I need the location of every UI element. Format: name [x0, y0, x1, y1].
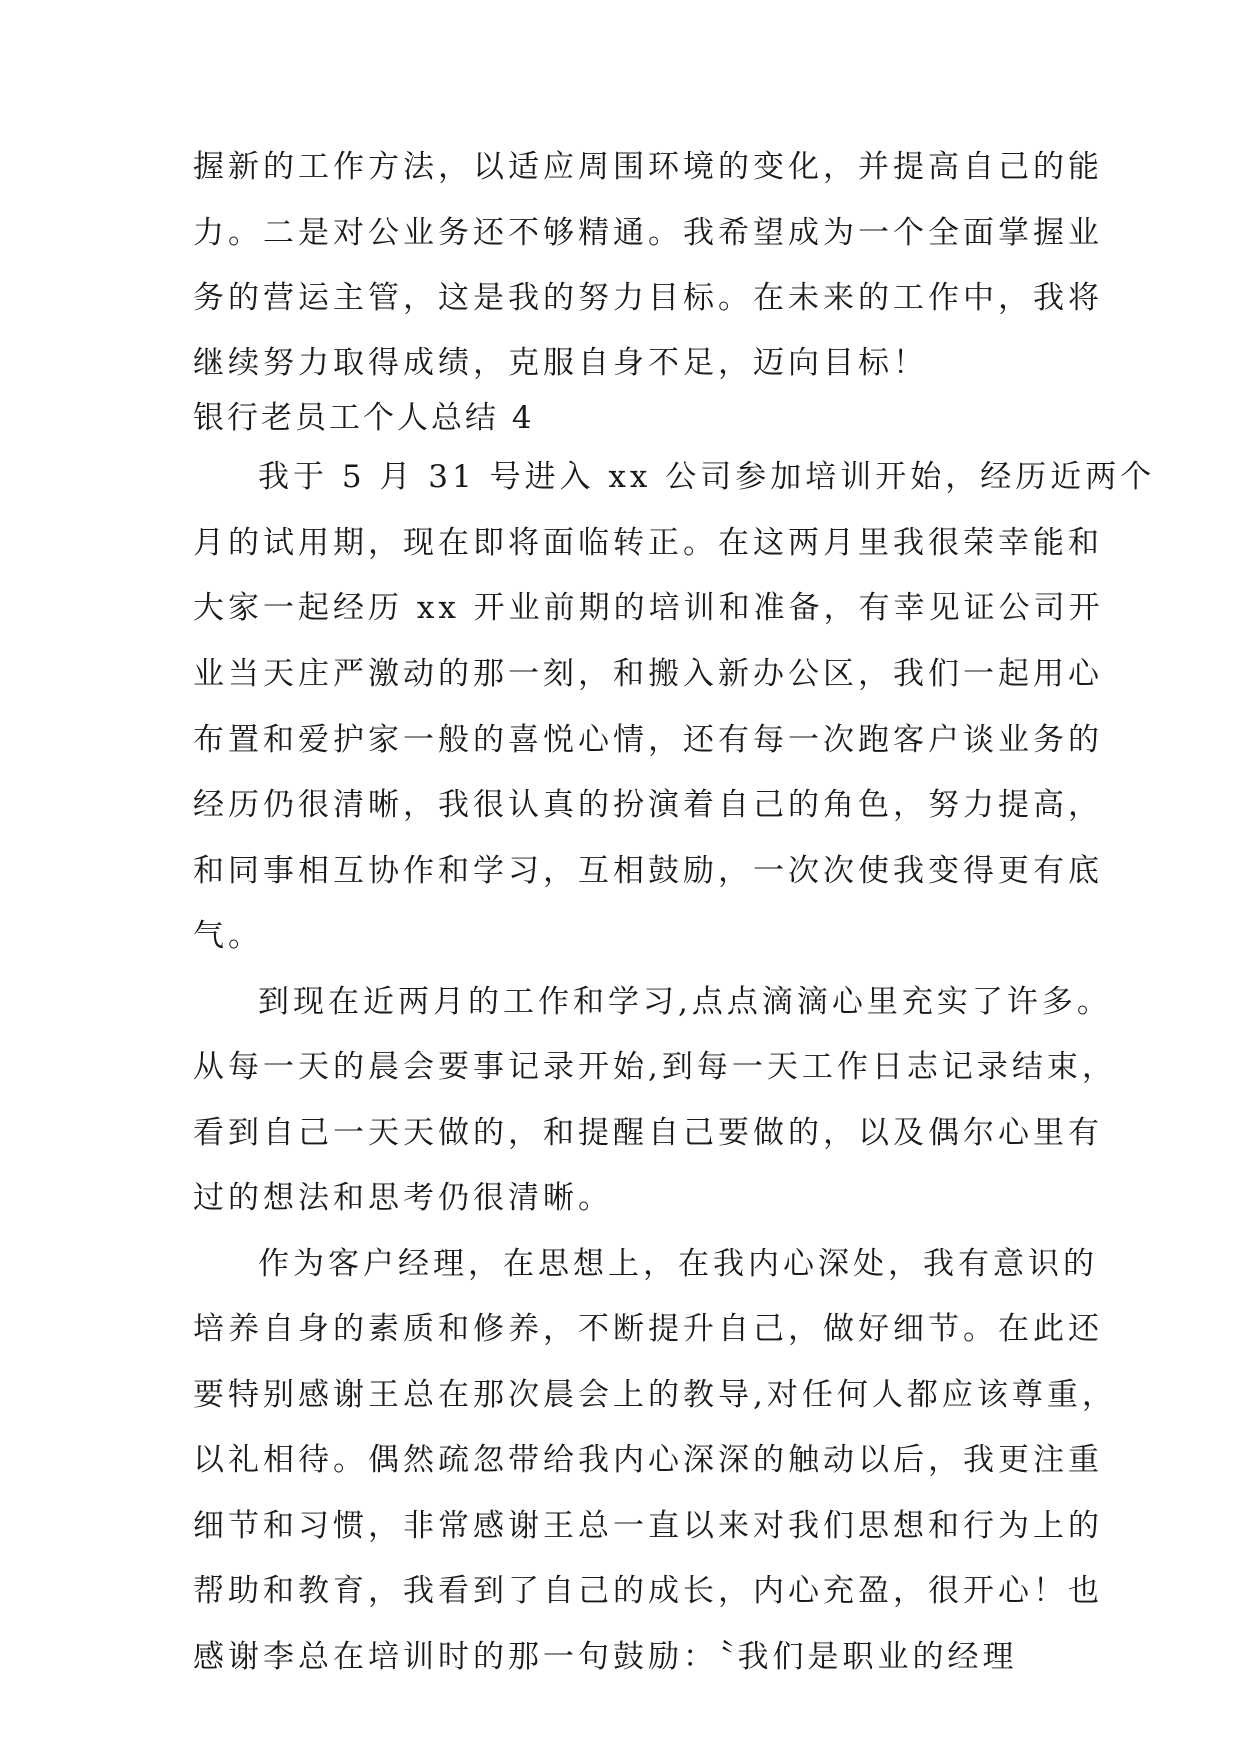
text-line: 力。二是对公业务还不够精通。我希望成为一个全面掌握业 [193, 215, 1103, 251]
text-line: 看到自己一天天做的，和提醒自己要做的，以及偶尔心里有 [193, 1115, 1103, 1151]
text-line: 从每一天的晨会要事记录开始,到每一天工作日志记录结束， [193, 1049, 1117, 1085]
text-line: 感谢李总在培训时的那一句鼓励：〝我们是职业的经理 [193, 1639, 1018, 1675]
text-line: 和同事相互协作和学习，互相鼓励，一次次使我变得更有底 [193, 853, 1103, 889]
text-line: 到现在近两月的工作和学习,点点滴滴心里充实了许多。 [258, 984, 1112, 1020]
section-heading: 银行老员工个人总结 4 [193, 400, 535, 436]
text-line: 帮助和教育，我看到了自己的成长，内心充盈，很开心！也 [193, 1573, 1103, 1609]
text-line: 月的试用期，现在即将面临转正。在这两月里我很荣幸能和 [193, 525, 1103, 561]
text-line: 大家一起经历 xx 开业前期的培训和准备，有幸见证公司开 [193, 590, 1104, 626]
text-line: 握新的工作方法，以适应周围环境的变化，并提高自己的能 [193, 149, 1103, 185]
text-line: 务的营运主管，这是我的努力目标。在未来的工作中，我将 [193, 280, 1103, 316]
text-line: 培养自身的素质和修养，不断提升自己，做好细节。在此还 [193, 1311, 1103, 1347]
text-line: 以礼相待。偶然疏忽带给我内心深深的触动以后，我更注重 [193, 1442, 1103, 1478]
text-line: 要特别感谢王总在那次晨会上的教导,对任何人都应该尊重， [193, 1377, 1117, 1413]
text-line: 我于 5 月 31 号进入 xx 公司参加培训开始，经历近两个 [258, 459, 1156, 495]
text-line: 业当天庄严激动的那一刻，和搬入新办公区，我们一起用心 [193, 656, 1103, 692]
text-line: 细节和习惯，非常感谢王总一直以来对我们思想和行为上的 [193, 1508, 1103, 1544]
text-line: 过的想法和思考仍很清晰。 [193, 1180, 613, 1216]
text-line: 继续努力取得成绩，克服自身不足，迈向目标！ [193, 345, 928, 381]
text-line: 作为客户经理，在思想上，在我内心深处，我有意识的 [258, 1246, 1098, 1282]
text-line: 布置和爱护家一般的喜悦心情，还有每一次跑客户谈业务的 [193, 722, 1103, 758]
text-line: 经历仍很清晰，我很认真的扮演着自己的角色，努力提高， [193, 787, 1103, 823]
text-line: 气。 [193, 918, 263, 954]
